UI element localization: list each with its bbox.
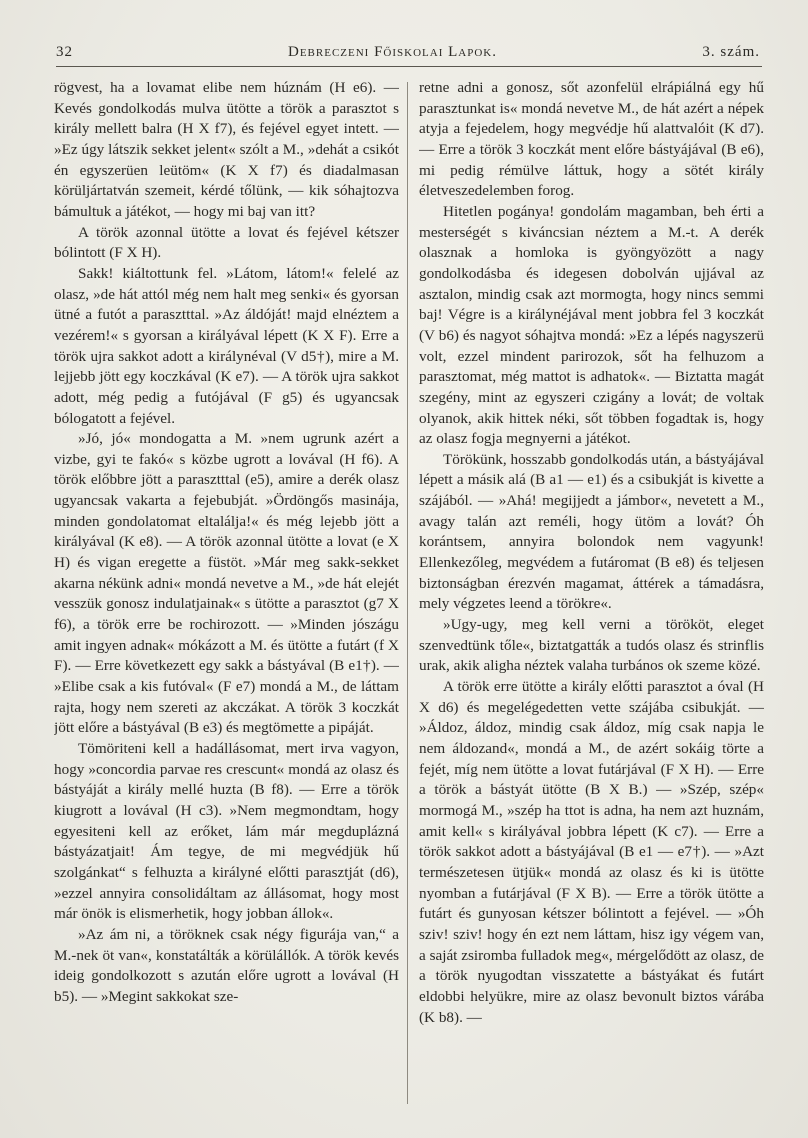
paragraph: rögvest, ha a lovamat elibe nem húznám (H e6). — Kevés gondolkodás mulva ütötte a török a parasztot s király mellett balra (H X f7), és fejével egyet intett. — »Ez úgy látszik sekket jelent« szólt a M., »dehát a csikót én egyszerüen leütöm« (K X f7) és diadalmasan körüljártatván szemeit, kérdé tőlünk, — kik sóhajtozva bámultuk a játékot, — hogy mi baj van itt? xyxy=(54,79,399,220)
left-column xyxy=(54,78,399,1108)
paragraph: »Jó, jó« mondogatta a M. »nem ugrunk azért a vizbe, gyi te fakó« s közbe ugrott a lovával (H f6). A török előbbre jött a parasztttal (e5), amire a derék olasz ugyancsak vakarta a fejebubját. »Ördöngős masinája, minden gondolatomat eltalálja!« és még lejebb jött a királyával (K e8). — A török azonnal ütötte a lovat (e X H) és vigan eregette a füstöt. »Már meg sakk-sekket akarna nékünk adni« mondá nevetve a M., »de hát elejét vesszük gonosz indulatjainak« s ütötte a parasztot (g7 X f6), a török erre be rochirozott. — »Minden jószágu amit ingyen adnak« mókázott a M. és ütötte a futárt (f X F). — Erre következett egy sakk a bástyával (B e1†). — »Elibe csak a kis futóval« (F e7) mondá a M., de láttam rajta, hogy nem szereti az akczákat. A török 3 koczkát jött előre a bástyával (B e3) és megtömette a pipáját. xyxy=(54,430,399,737)
paragraph: Tömöriteni kell a hadállásomat, mert irva vagyon, hogy »concordia parvae res crescunt« mondá az olasz és bástyáját a király mellé huzta (B f8). — Erre a török kiugrott a lovával (H c3). »Nem megmondtam, hogy egyesiteni kell az erőket, lám már megduplázná bástyázatjait! Ám tegye, de mi megvédjük hű szolgánkat“ s felhuzta a királyné előtti parasztját (d6), »ezzel annyira consolidáltam az állásomat, hogy most már önök is elismerhetik, hogy jobban állok«. xyxy=(54,740,399,923)
paragraph: A török azonnal ütötte a lovat és fejével kétszer bólintott (F X H). xyxy=(54,223,399,262)
paragraph: A török erre ütötte a király előtti parasztot a óval (H X d6) és megelégedetten vette szájába csibukját. — »Áldoz, áldoz, mindig csak áldoz, míg csak napja le nem áldozand«, mondá a M., de azért sokáig törte a fejét, míg nem ütötte a lovat futárjával (F X H). — Erre a török a bástyát ütötte (B X B.) — »Szép, szép« mormogá M., »szép ha ttot is adna, ha nem azt huznám, amit kell« s királyával jobbra lépett (K c7). — Erre a török sakkot adott a bástyájával (B e1 — e7†). — »Azt természetesen ütjük« mondá az olasz és ki is ütötte nyomban a futárjával (F X B). — Erre a török ütötte a futárt és gunyosan kétszer bólintott a fejével. — »Óh sziv! sziv! hogy én ezt nem láttam, hisz igy végem van, a saját zsiromba fulladok meg«, mérgelődött az olasz, de a török nyugodtan visszatette a bástyákat és futárt eldobbi helyükre, mire az olasz bevonult biztos várába (K b8). — xyxy=(419,678,764,1026)
page-header xyxy=(56,40,762,70)
header-rule xyxy=(56,66,762,67)
paragraph: »Az ám ni, a töröknek csak négy figurája van,“ a M.-nek öt van«, konstatálták a körülállók. A török kevés ideig gondolkozott s azután előre ugrott a lovával (H b5). — »Megint sakkokat sze- xyxy=(54,925,399,1005)
paragraph: Sakk! kiáltottunk fel. »Látom, látom!« felelé az olasz, »de hát attól még nem halt meg senki« és gyorsan ütné a futót a parasztttal. »Az áldóját! majd elnéztem a vezérem!« s gyorsan a királyával lépett (K X F). Erre a török ujra sakkot adott a királynéval (V d5†), mire a M. lejjebb jött egy koczkával (K e7). — A török ujra sakkot adott, még pedig a futójával (F g5) és ugyancsak bólogatott a fejével. xyxy=(54,264,399,427)
paragraph: Hitetlen pogánya! gondolám magamban, beh érti a mesterségét s kiváncsian néztem a M.-t. A derék olasznak a homloka is gyöngyözött a nagy gondolkodásba és idegesen dobolván ujjával az asztalon, mindig csak azt mormogta, hogy nincs semmi baj! Végre is a királynéjával ment jobbra fel 3 koczkát (V b6) és nagyot sóhajtva mondá: »Ez a lépés nagyszerü volt, ezzel mindent parirozok, sőt ha felhuzom a parasztomat, még mattot is adhatok«. — Biztatta magát szegény, mint az egyszeri czigány a lovát; de voltak olyanok, akik hittek néki, sőt többen fogadtak is, hogy az olasz fogja megnyerni a játékot. xyxy=(419,202,764,448)
page-number: 32 xyxy=(56,44,73,60)
paragraph: retne adni a gonosz, sőt azonfelül elrápiálná egy hű parasztunkat is« mondá nevetve M., de hát azért a népek atyja a fejedelem, hogy megvédje hű alattvalóit (K d7). — Erre a török 3 koczkát ment előre bástyájával (B e6), mi pedig rémülve láttuk, hogy a sötét király életveszedelemben forog. xyxy=(419,79,764,200)
column-divider xyxy=(407,82,408,1104)
paragraph: Törökünk, hosszabb gondolkodás után, a bástyájával lépett a másik alá (B a1 — e1) és a csibukját is kivette a szájából. — »Ahá! megijjedt a jámbor«, nevetett a M., avagy talán azt reméli, hogy ütöm a lovát? Óh korántsem, annyira bolondok nem vagyunk! Ellenkezőleg, megvédem a futáromat (B e8) és teljesen biztonságban érezvén magamat, áttérek a támadásra, mely végzetes leend a törökre«. xyxy=(419,450,764,613)
issue-number: 3. szám. xyxy=(702,44,760,60)
paragraph: »Ugy-ugy, meg kell verni a törököt, eleget szenvedtünk tőle«, biztatgatták a tudós olasz és strinflis urak, akik aligha néztek valaha turbános ok szeme közé. xyxy=(419,616,764,675)
right-column xyxy=(419,78,764,1108)
journal-title: Debreczeni Főiskolai Lapok. xyxy=(288,44,497,60)
